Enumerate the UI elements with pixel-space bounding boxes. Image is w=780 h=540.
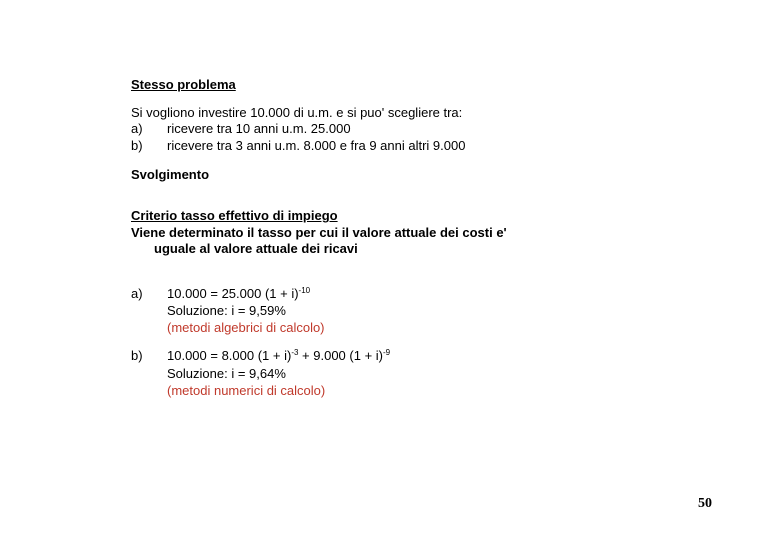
criterion-line-1: Viene determinato il tasso per cui il valore attuale dei costi e' — [131, 225, 507, 240]
problem-intro: Si vogliono investire 10.000 di u.m. e si puo' scegliere tra: — [131, 105, 463, 120]
option-b-text: ricevere tra 3 anni u.m. 8.000 e fra 9 anni altri 9.000 — [167, 138, 466, 153]
case-b-eq-part1: 10.000 = 8.000 (1 + i) — [167, 348, 292, 363]
case-a-eq-part1: 10.000 = 25.000 (1 + i) — [167, 286, 299, 301]
option-b-label: b) — [131, 138, 143, 153]
case-b-eq-part2: + 9.000 (1 + i) — [298, 348, 383, 363]
case-b-eq-exp1: -3 — [291, 348, 299, 357]
page-title: Stesso problema — [131, 77, 236, 92]
case-b-method: (metodi numerici di calcolo) — [167, 383, 326, 398]
case-b-label: b) — [131, 348, 143, 363]
option-b — [131, 138, 465, 154]
case-a-method: (metodi algebrici di calcolo) — [167, 320, 325, 335]
case-b-eq-exp2: -9 — [383, 348, 391, 357]
case-b-equation — [167, 348, 390, 364]
page-number: 50 — [698, 496, 712, 511]
criterion-line-2: uguale al valore attuale dei ricavi — [154, 241, 358, 256]
case-a-label: a) — [131, 286, 143, 301]
case-a-eq-exp1: -10 — [298, 286, 311, 295]
option-a-text: ricevere tra 10 anni u.m. 25.000 — [167, 121, 351, 136]
case-a-solution: Soluzione: i = 9,59% — [167, 303, 286, 318]
option-a-label: a) — [131, 121, 143, 136]
criterion-heading: Criterio tasso effettivo di impiego — [131, 208, 338, 223]
option-a — [131, 121, 351, 137]
case-a-equation — [167, 286, 310, 302]
solution-heading: Svolgimento — [131, 167, 210, 182]
case-b-solution: Soluzione: i = 9,64% — [167, 366, 286, 381]
